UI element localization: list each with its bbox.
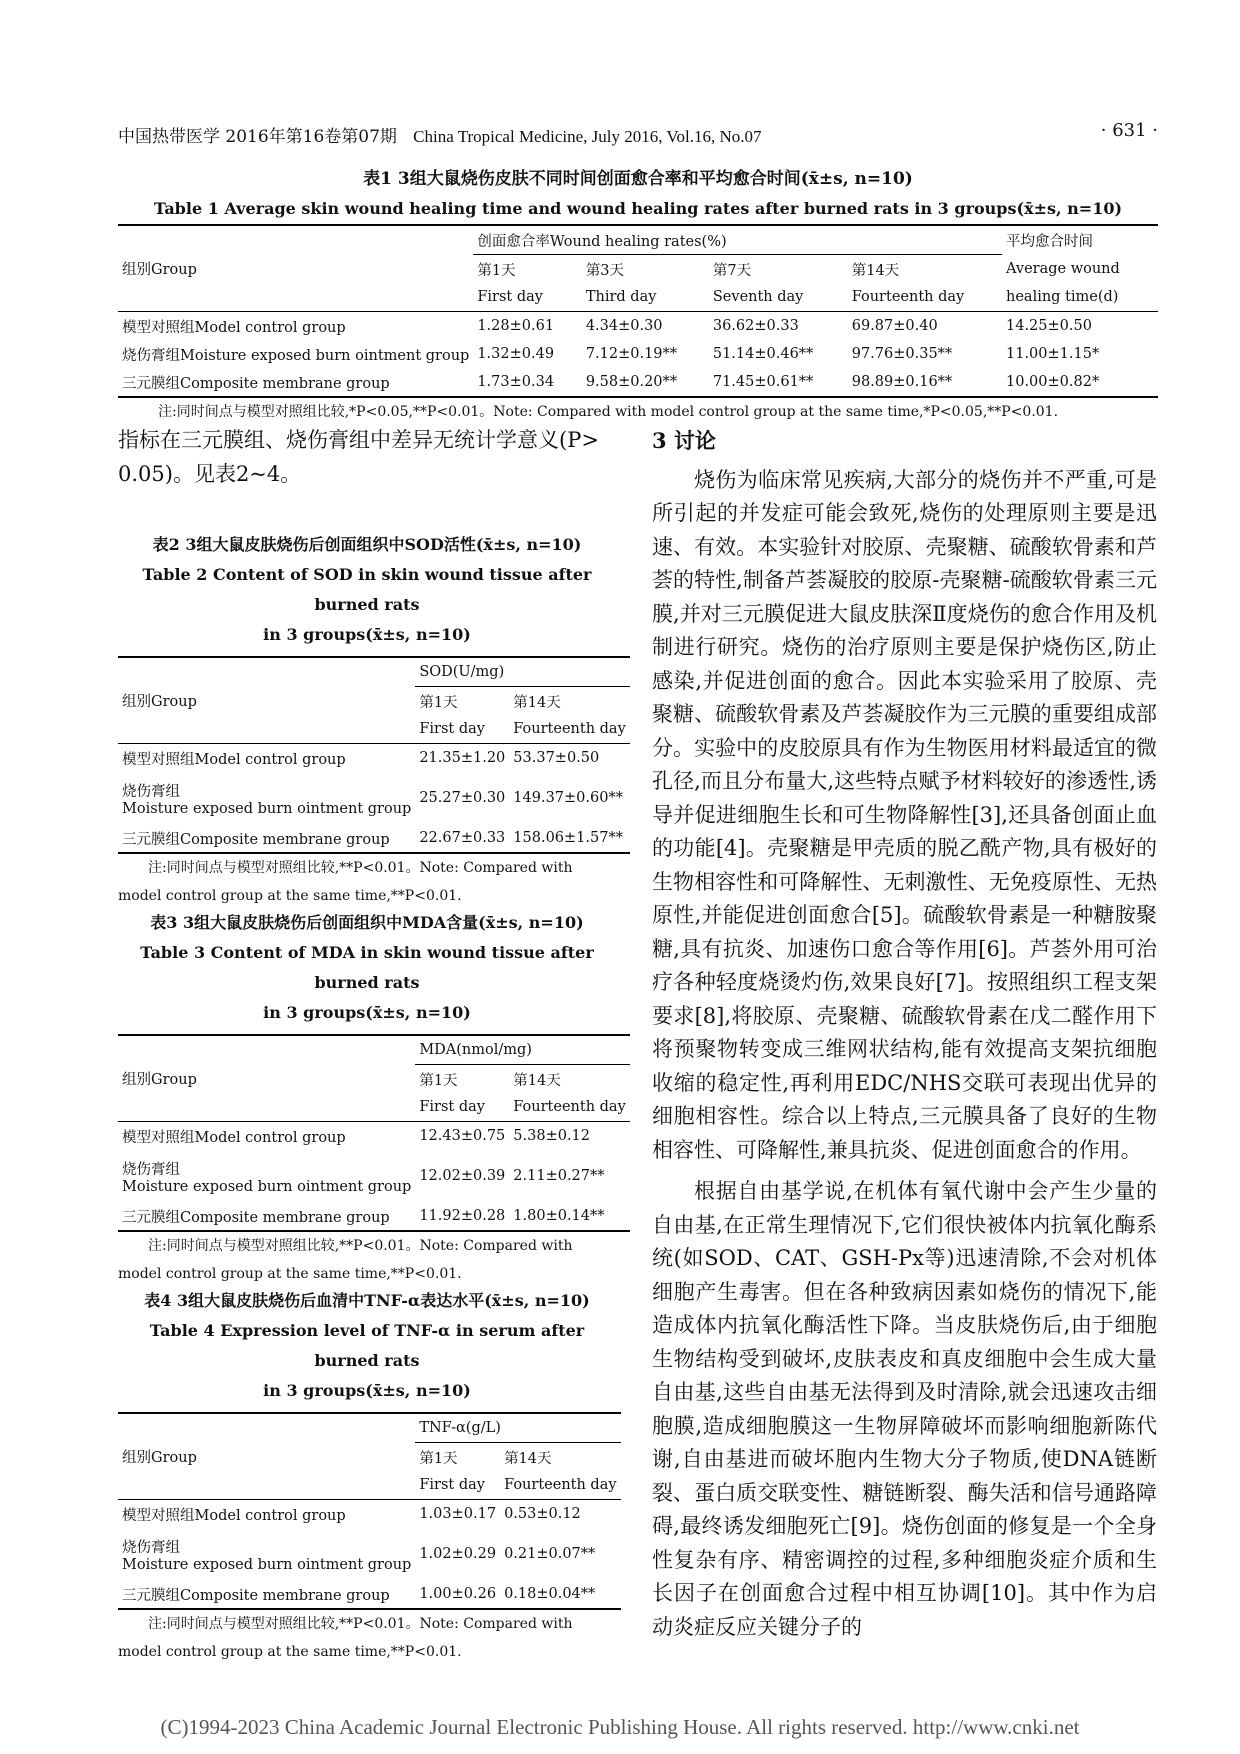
row-label — [118, 1528, 415, 1580]
table3-caption-cn: 表3 3组大鼠皮肤烧伤后创面组织中MDA含量(x̄±s, n=10) — [150, 913, 584, 932]
running-header — [118, 118, 1158, 148]
table3-col-day14-cn: 第14天 — [513, 1072, 561, 1089]
row-label: 三元膜组Composite membrane group — [122, 1587, 390, 1604]
table2-col-day1-cn: 第1天 — [419, 694, 458, 711]
row-label: 模型对照组Model control group — [122, 319, 346, 336]
table1-rate-header: 创面愈合率Wound healing rates(%) — [473, 225, 1002, 255]
table4-col-day14-en: Fourteenth day — [504, 1477, 617, 1493]
table3-col-day1-cn: 第1天 — [419, 1072, 458, 1089]
cell: 7.12±0.19** — [585, 346, 678, 362]
row-label: 三元膜组Composite membrane group — [122, 831, 390, 848]
table-row — [118, 1150, 630, 1202]
text-line: 指标在三元膜组、烧伤膏组中差异无统计学意义(P> — [118, 428, 599, 452]
cell: 0.21±0.07** — [504, 1546, 596, 1562]
table2-col-day14-en: Fourteenth day — [513, 721, 626, 737]
table3-col-day14-en: Fourteenth day — [513, 1099, 626, 1115]
table-row — [118, 340, 1158, 368]
cell: 158.06±1.57** — [513, 830, 623, 846]
table1-time-header-en2: healing time(d) — [1006, 289, 1119, 305]
table1-time-header-en1: Average wound — [1006, 260, 1120, 277]
paragraph: 烧伤为临床常见疾病,大部分的烧伤并不严重,可是所引起的并发症可能会致死,烧伤的处理原则主要是迅速、有效。本实验针对胶原、壳聚糖、硫酸软骨素和芦荟的特性,制备芦荟凝胶的胶原-壳聚糖-硫酸软骨素三元膜,并对三元膜促进大鼠皮肤深Ⅱ度烧伤的愈合作用及机制进行研究。烧伤的治疗原则主要是保护烧伤区,防止感染,并促进创面的愈合。因此本实验采用了胶原、壳聚糖、硫酸软骨素及芦荟凝胶作为三元膜的重要组成部分。实验中的皮胶原具有作为生物医用材料最适宜的微孔径,而且分布量大,这些特点赋予材料较好的渗透性,诱导并促进细胞生长和可生物降解性[3],还具备创面止血的功能[4]。壳聚糖是甲壳质的脱乙酰产物,具有极好的生物相容性和可降解性、无刺激性、无免疫原性、无热原性,并能促进创面愈合[5]。硫酸软骨素是一种糖胺聚糖,具有抗炎、加速伤口愈合等作用[6]。芦荟外用可治疗各种轻度烧烫灼伤,效果良好[7]。按照组织工程支架要求[8],将胶原、壳聚糖、硫酸软骨素在戊二醛作用下将预聚物转变成三维网状结构,能有效提高支架抗细胞收缩的稳定性,再利用EDC/NHS交联可表现出优异的细胞相容性。综合以上特点,三元膜具备了良好的生物相容性、可降解性,兼具抗炎、促进创面愈合的作用。 — [652, 467, 1157, 1162]
table4 — [118, 1412, 621, 1610]
table2-group-header: 组别Group — [122, 694, 197, 710]
table1 — [118, 224, 1158, 398]
table2-caption-cn: 表2 3组大鼠皮肤烧伤后创面组织中SOD活性(x̄±s, n=10) — [152, 535, 582, 554]
table-row — [118, 1202, 630, 1231]
table1-col-day1-en: First day — [477, 289, 543, 305]
table3-caption-en2: in 3 groups(x̄±s, n=10) — [263, 1003, 471, 1022]
table1-col-day14-cn: 第14天 — [851, 262, 900, 279]
table-row — [118, 1528, 621, 1580]
table2-col-day1-en: First day — [419, 721, 485, 737]
table2-measure: SOD(U/mg) — [415, 657, 629, 687]
cell: 9.58±0.20** — [585, 374, 678, 390]
table4-col-day1-en: First day — [419, 1477, 485, 1493]
table1-col-day14-en: Fourteenth day — [851, 289, 965, 305]
row-label-en: Moisture exposed burn ointment group — [122, 1556, 412, 1573]
table4-measure: TNF-α(g/L) — [415, 1413, 620, 1443]
table-row — [118, 1500, 621, 1529]
table-row — [118, 824, 630, 853]
journal-title-en: China Tropical Medicine, July 2016, Vol.16, No.07 — [413, 127, 762, 146]
cell: 1.03±0.17 — [419, 1506, 497, 1522]
table4-col-day14-cn: 第14天 — [504, 1450, 552, 1467]
table1-col-day7-en: Seventh day — [712, 289, 804, 305]
table1-caption-cn: 表1 3组大鼠烧伤皮肤不同时间创面愈合率和平均愈合时间(x̄±s, n=10) — [363, 169, 913, 189]
cell: 14.25±0.50 — [1006, 318, 1092, 334]
row-label — [118, 1150, 415, 1202]
table1-col-day1-cn: 第1天 — [477, 262, 516, 279]
table4-caption-en1: Table 4 Expression level of TNF-α in serum after burned rats — [149, 1321, 585, 1370]
table3-note2: model control group at the same time,**P<0.01. — [118, 1266, 462, 1282]
cell: 21.35±1.20 — [419, 750, 506, 766]
row-label — [118, 772, 415, 824]
table1-block — [118, 169, 1158, 426]
cell: 10.00±0.82* — [1006, 374, 1100, 390]
table4-caption-cn: 表4 3组大鼠皮肤烧伤后血清中TNF-α表达水平(x̄±s, n=10) — [144, 1291, 590, 1310]
table-row — [118, 368, 1158, 397]
cell: 12.43±0.75 — [419, 1128, 506, 1144]
table2-caption-en2: in 3 groups(x̄±s, n=10) — [263, 625, 471, 644]
table-row — [118, 1122, 630, 1151]
cell: 1.02±0.29 — [419, 1546, 497, 1562]
table3-group-header: 组别Group — [122, 1072, 197, 1088]
row-label: 模型对照组Model control group — [122, 751, 346, 768]
cell: 1.73±0.34 — [477, 374, 555, 390]
table3-note1: 注:同时间点与模型对照组比较,**P<0.01。Note: Compared with — [148, 1238, 573, 1254]
cell: 4.34±0.30 — [585, 318, 663, 334]
text-line: 0.05)。见表2~4。 — [118, 461, 302, 486]
table3-col-day1-en: First day — [419, 1099, 485, 1115]
table4-note2: model control group at the same time,**P<0.01. — [118, 1644, 462, 1660]
table1-col-day3-cn: 第3天 — [585, 262, 625, 279]
table3 — [118, 1034, 630, 1232]
page-number: · 631 · — [1100, 120, 1158, 141]
cell: 1.32±0.49 — [477, 346, 555, 362]
table1-group-header: 组别Group — [122, 262, 197, 278]
table4-caption-en2: in 3 groups(x̄±s, n=10) — [263, 1381, 471, 1400]
table-row — [118, 312, 1158, 341]
section-heading: 3 讨论 — [652, 428, 716, 453]
copyright-footer: (C)1994-2023 China Academic Journal Electronic Publishing House. All rights reserved. http://www.cnki.net — [160, 1715, 1080, 1739]
table2-block — [118, 530, 626, 910]
table3-measure: MDA(nmol/mg) — [415, 1035, 629, 1065]
table4-group-header: 组别Group — [122, 1450, 197, 1466]
cell: 1.80±0.14** — [513, 1208, 605, 1224]
cell: 22.67±0.33 — [419, 830, 506, 846]
table-row — [118, 744, 630, 773]
table2-caption-en1: Table 2 Content of SOD in skin wound tissue after burned rats — [142, 565, 592, 614]
cell: 98.89±0.16** — [851, 374, 953, 390]
cell: 97.76±0.35** — [851, 346, 953, 362]
table3-caption-en1: Table 3 Content of MDA in skin wound tissue after burned rats — [140, 943, 594, 992]
discussion-section — [652, 424, 1157, 1644]
row-label: 模型对照组Model control group — [122, 1129, 346, 1146]
table2-note2: model control group at the same time,**P<0.01. — [118, 888, 462, 904]
cell: 2.11±0.27** — [513, 1168, 605, 1184]
cell: 0.18±0.04** — [504, 1586, 596, 1602]
row-label-en: Moisture exposed burn ointment group — [122, 800, 412, 817]
cell: 36.62±0.33 — [712, 318, 799, 334]
cell: 0.53±0.12 — [504, 1506, 581, 1522]
paragraph: 根据自由基学说,在机体有氧代谢中会产生少量的自由基,在正常生理情况下,它们很快被体内抗氧化酶系统(如SOD、CAT、GSH-Px等)迅速清除,不会对机体细胞产生毒害。但在各种致病因素如烧伤的情况下,能造成体内抗氧化酶活性下降。当皮肤烧伤后,由于细胞生物结构受到破坏,皮肤表皮和真皮细胞中会生成大量自由基,这些自由基无法得到及时清除,就会迅速攻击细胞膜,造成细胞膜这一生物屏障破坏而影响细胞新陈代谢,自由基进而破坏胞内生物大分子物质,使DNA链断裂、蛋白质交联变性、糖链断裂、酶失活和信号通路障碍,最终诱发细胞死亡[9]。烧伤创面的修复是一个全身性复杂有序、精密调控的过程,多种细胞炎症介质和生长因子在创面愈合过程中相互协调[10]。其中作为启动炎症反应关键分子的 — [652, 1179, 1157, 1639]
row-label: 三元膜组Composite membrane group — [122, 1209, 390, 1226]
cell: 149.37±0.60** — [513, 790, 623, 806]
row-label-cn: 烧伤膏组 — [122, 783, 180, 800]
cell: 5.38±0.12 — [513, 1128, 591, 1144]
table2-note1: 注:同时间点与模型对照组比较,**P<0.01。Note: Compared with — [148, 860, 573, 876]
journal-title-cn: 中国热带医学 2016年第16卷第07期 — [118, 127, 397, 147]
table1-col-day7-cn: 第7天 — [712, 262, 752, 279]
table1-time-header-cn: 平均愈合时间 — [1006, 233, 1093, 250]
table2 — [118, 656, 630, 854]
table-row — [118, 772, 630, 824]
table4-note1: 注:同时间点与模型对照组比较,**P<0.01。Note: Compared with — [148, 1616, 573, 1632]
cell: 12.02±0.39 — [419, 1168, 506, 1184]
cell: 1.00±0.26 — [419, 1586, 497, 1602]
table3-block — [118, 908, 626, 1288]
row-label: 模型对照组Model control group — [122, 1507, 346, 1524]
cell: 1.28±0.61 — [477, 318, 555, 334]
cell: 11.92±0.28 — [419, 1208, 506, 1224]
table4-block — [118, 1286, 616, 1666]
table-row — [118, 1580, 621, 1609]
table4-col-day1-cn: 第1天 — [419, 1450, 458, 1467]
left-intro-text — [118, 424, 616, 491]
cell: 71.45±0.61** — [712, 374, 814, 390]
row-label: 三元膜组Composite membrane group — [122, 375, 390, 392]
cell: 25.27±0.30 — [419, 790, 506, 806]
row-label-cn: 烧伤膏组 — [122, 1539, 180, 1556]
cell: 11.00±1.15* — [1006, 346, 1100, 362]
cell: 53.37±0.50 — [513, 750, 600, 766]
cell: 69.87±0.40 — [851, 318, 938, 334]
cell: 51.14±0.46** — [712, 346, 814, 362]
table1-note: 注:同时间点与模型对照组比较,*P<0.05,**P<0.01。Note: Compared with model control group at the same time,*P<0.05,**P<0.01. — [158, 404, 1059, 420]
table2-col-day14-cn: 第14天 — [513, 694, 561, 711]
table1-col-day3-en: Third day — [585, 289, 657, 305]
row-label: 烧伤膏组Moisture exposed burn ointment group — [122, 347, 470, 364]
table1-caption-en: Table 1 Average skin wound healing time and wound healing rates after burned rats in 3 groups(x̄±s, n=10) — [153, 199, 1123, 218]
row-label-en: Moisture exposed burn ointment group — [122, 1178, 412, 1195]
row-label-cn: 烧伤膏组 — [122, 1161, 180, 1178]
